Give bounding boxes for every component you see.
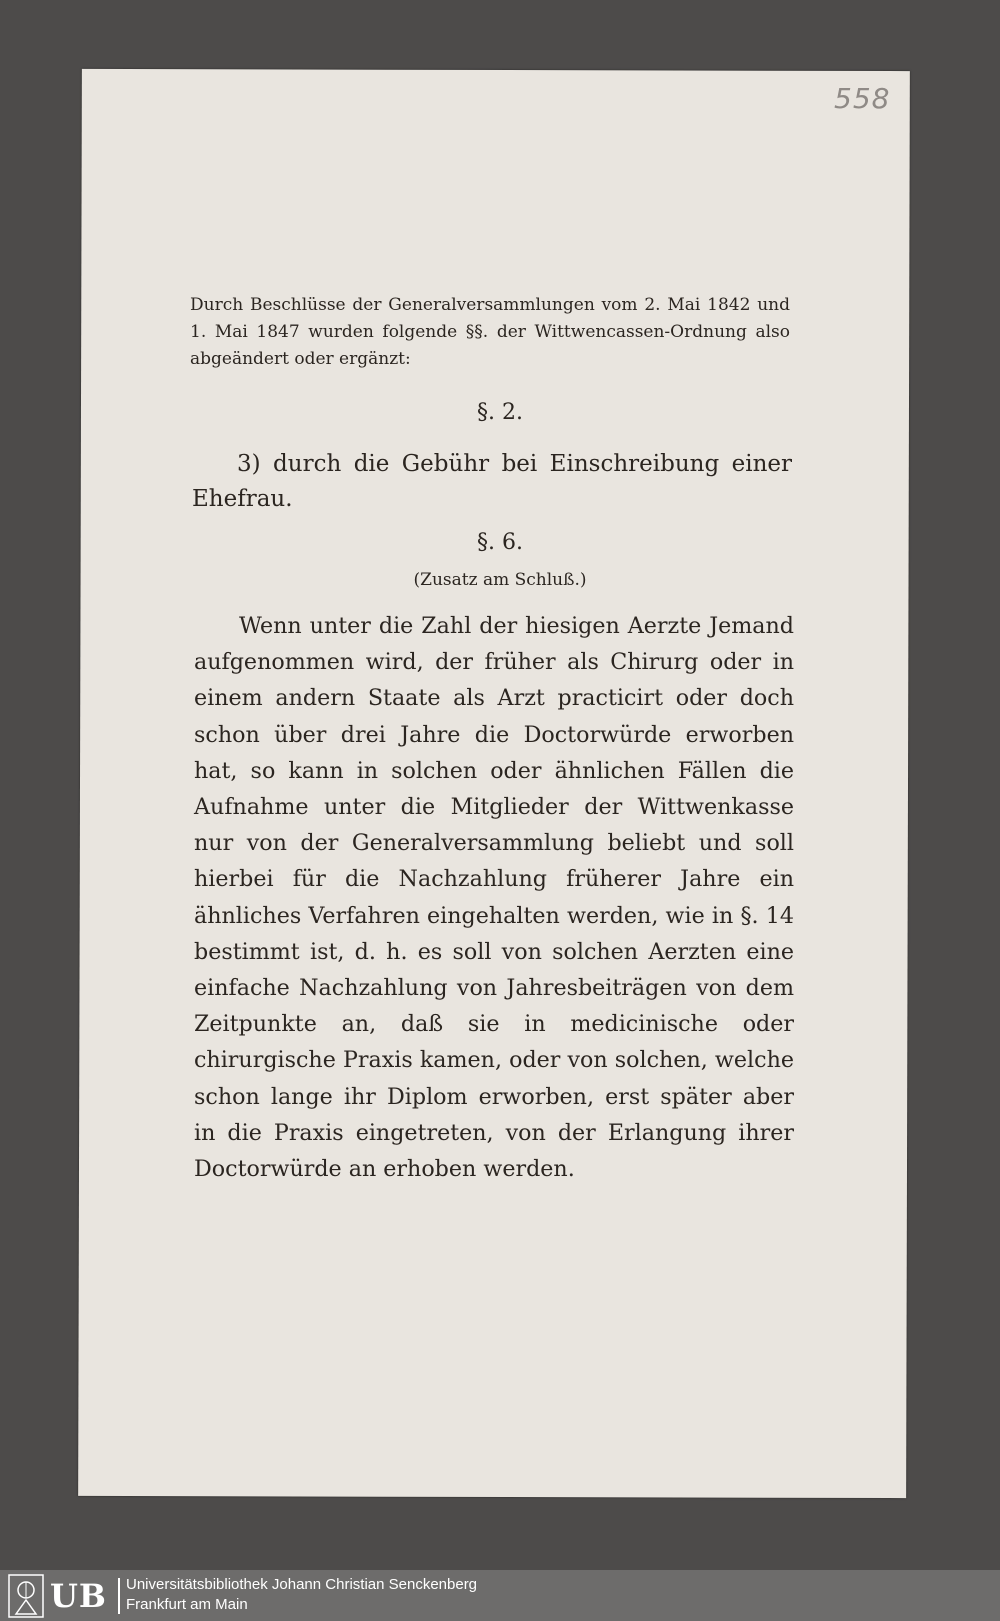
page-number: 558 (834, 82, 891, 115)
section-6-note: (Zusatz am Schluß.) (413, 570, 587, 590)
library-emblem-icon (6, 1573, 46, 1619)
intro-paragraph: Durch Beschlüsse der Generalversammlungen vom 2. Mai 1842 und 1. Mai 1847 wurden folgende §§. der Wittwencassen-Ordnung also abgeändert oder ergänzt: (190, 295, 790, 369)
footer-bar (0, 1570, 1000, 1621)
section-2-heading: §. 2. (477, 400, 523, 425)
logo-text: UB (50, 1576, 107, 1615)
section-6-heading: §. 6. (477, 530, 523, 555)
footer-separator (118, 1578, 120, 1614)
footer-line-1: Universitätsbibliothek Johann Christian Senckenberg (126, 1576, 478, 1593)
section-6-text: Wenn unter die Zahl der hiesigen Aerzte Jemand aufgenommen wird, der früher als Chirurg oder in einem andern Staate als Arzt practicirt oder doch schon über drei Jahre die Doctorwürde erworben hat, so kann in solchen oder ähnlichen Fällen die Aufnahme unter die Mitglieder der Wittwenkasse nur von der Generalversammlung beliebt und soll hierbei für die Nachzahlung früherer Jahre ein ähnliches Verfahren eingehalten werden, wie in §. 14 bestimmt ist, d. h. es soll von solchen Aerzten eine einfache Nachzahlung von Jahresbeiträgen von dem Zeitpunkte an, daß sie in medicinische oder chirurgische Praxis kamen, oder von solchen, welche schon lange ihr Diplom erworben, erst später aber in die Praxis eingetreten, von der Erlangung ihrer Doctorwürde an erhoben werden. (194, 613, 794, 1183)
footer-institution (126, 1575, 477, 1615)
library-logo[interactable] (0, 1570, 114, 1621)
footer-line-2: Frankfurt am Main (126, 1596, 248, 1613)
section-2-text: 3) durch die Gebühr bei Einschreibung einer Ehefrau. (192, 451, 792, 512)
